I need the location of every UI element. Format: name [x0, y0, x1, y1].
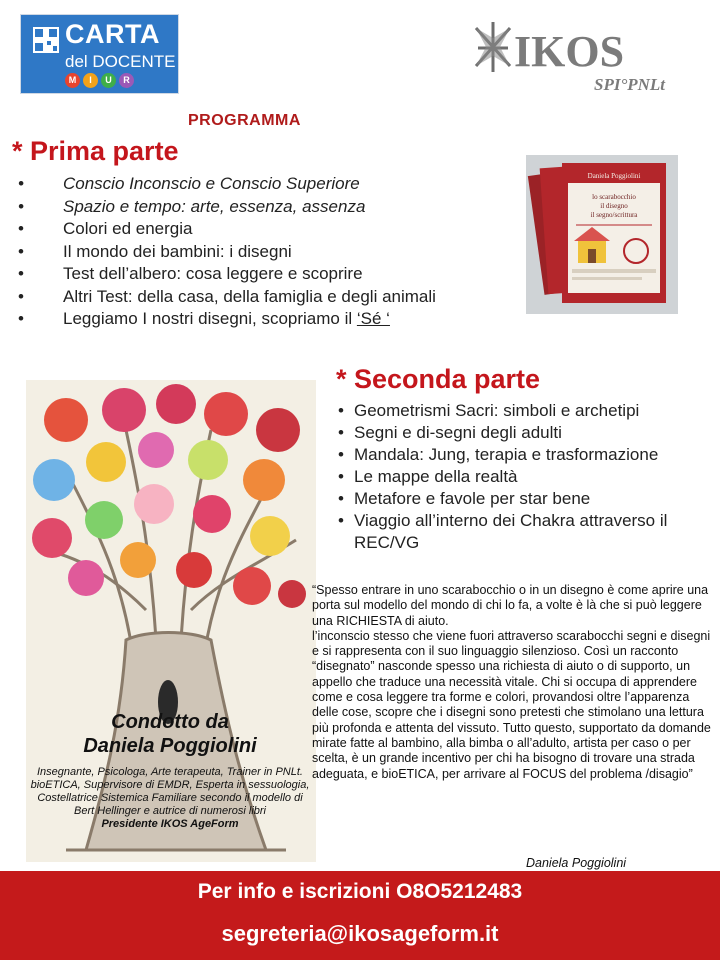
book-photo — [526, 155, 678, 314]
se-underlined: ‘Sé ‘ — [356, 309, 390, 328]
svg-text:il segno/scrittura: il segno/scrittura — [590, 211, 638, 219]
list-item: • Mandala: Jung, terapia e trasformazione — [338, 444, 718, 466]
svg-text:lo scarabocchio: lo scarabocchio — [592, 193, 636, 201]
seconda-parte-list — [338, 400, 718, 554]
svg-text:SPI°PNLt: SPI°PNLt — [594, 75, 666, 94]
programma-heading: PROGRAMMA — [188, 112, 301, 129]
list-item: • Metafore e favole per star bene — [338, 488, 718, 510]
ikos-logo — [470, 18, 670, 98]
list-item: • Geometrismi Sacri: simboli e archetipi — [338, 400, 718, 422]
bio-text: Insegnante, Psicologa, Arte terapeuta, Trainer in PNLt. bioETICA, Supervisore di EMDR, Esperta in sessuologia, Costellatrice Sistemica Familiare secondo il modello di Bert Hellinger e autrice di numerosi libri — [30, 766, 310, 817]
carta-title: CARTA — [65, 19, 160, 49]
list-item-text: Leggiamo I nostri disegni, scopriamo il — [63, 309, 353, 328]
info-phone: Per info e iscrizioni O8O5212483 — [197, 880, 523, 903]
seconda-parte-title: * Seconda parte — [336, 364, 541, 394]
list-item: • Colori ed energia — [18, 218, 478, 241]
presenter-bio — [28, 766, 312, 831]
list-item: • Le mappe della realtà — [338, 466, 718, 488]
presenter-role: Presidente IKOS AgeForm — [101, 818, 239, 830]
list-item: • Test dell’albero: cosa leggere e scoprire — [18, 263, 478, 286]
miur-badge: M I U R — [65, 73, 134, 88]
quote-signature: Daniela Poggiolini — [526, 856, 627, 870]
contact-email: segreteria@ikosageform.it — [221, 921, 499, 946]
quote-text: “Spesso entrare in uno scarabocchio o in un disegno è come aprire una porta sul modello del mondo di chi lo fa, a volte è là che si può leggere una RICHIESTA di aiuto. l’inconscio stesso che viene fuori attraverso scarabocchi segni e disegni e si rappresenta con il suo linguaggio silenzioso. Così un racconto “disegnato” nasconde spesso una richiesta di aiuto o di supporto, un appello che traduce una necessità vitale. Chi si occupa di apprendere come e cosa leggere tra forme e colori, provandosi oltre l’apparenza delle cose, scopre che i disegni sono pretesti che stimolano una lettura più profonda e attenta del vissuto. Tutto questo, supportato da domande mirate fatte al bambino, alla bimba o all’adulto, artista per caso o per scelta, è un grande incentivo per chi ha bisogno di trovare una strada adeguata, e bioETICA, per arrivare al FOCUS del problema /disagio” — [312, 583, 711, 781]
list-item: • Conscio Inconscio e Conscio Superiore — [18, 173, 478, 196]
qr-code-icon — [33, 27, 59, 53]
prima-parte-list — [18, 173, 478, 331]
svg-text:Daniela Poggiolini: Daniela Poggiolini — [587, 172, 641, 180]
list-item: • Altri Test: della casa, della famiglia e degli animali — [18, 286, 478, 309]
list-item: • Spazio e tempo: arte, essenza, assenza — [18, 196, 478, 219]
list-item: • Segni e di-segni degli adulti — [338, 422, 718, 444]
condotto-da — [30, 710, 310, 758]
list-item: • Viaggio all’interno dei Chakra attraverso il REC/VG — [338, 510, 718, 554]
carta-subtitle: del DOCENTE — [65, 52, 176, 71]
svg-text:il disegno: il disegno — [600, 202, 628, 210]
list-item — [18, 308, 478, 331]
list-item: • Il mondo dei bambini: i disegni — [18, 241, 478, 264]
carta-del-docente-logo — [20, 14, 179, 94]
presenter-name: Daniela Poggiolini — [83, 735, 257, 757]
prima-parte-title: * Prima parte — [12, 136, 179, 166]
svg-text:IKOS: IKOS — [514, 27, 625, 76]
condotto-label: Condotto da — [111, 711, 229, 733]
